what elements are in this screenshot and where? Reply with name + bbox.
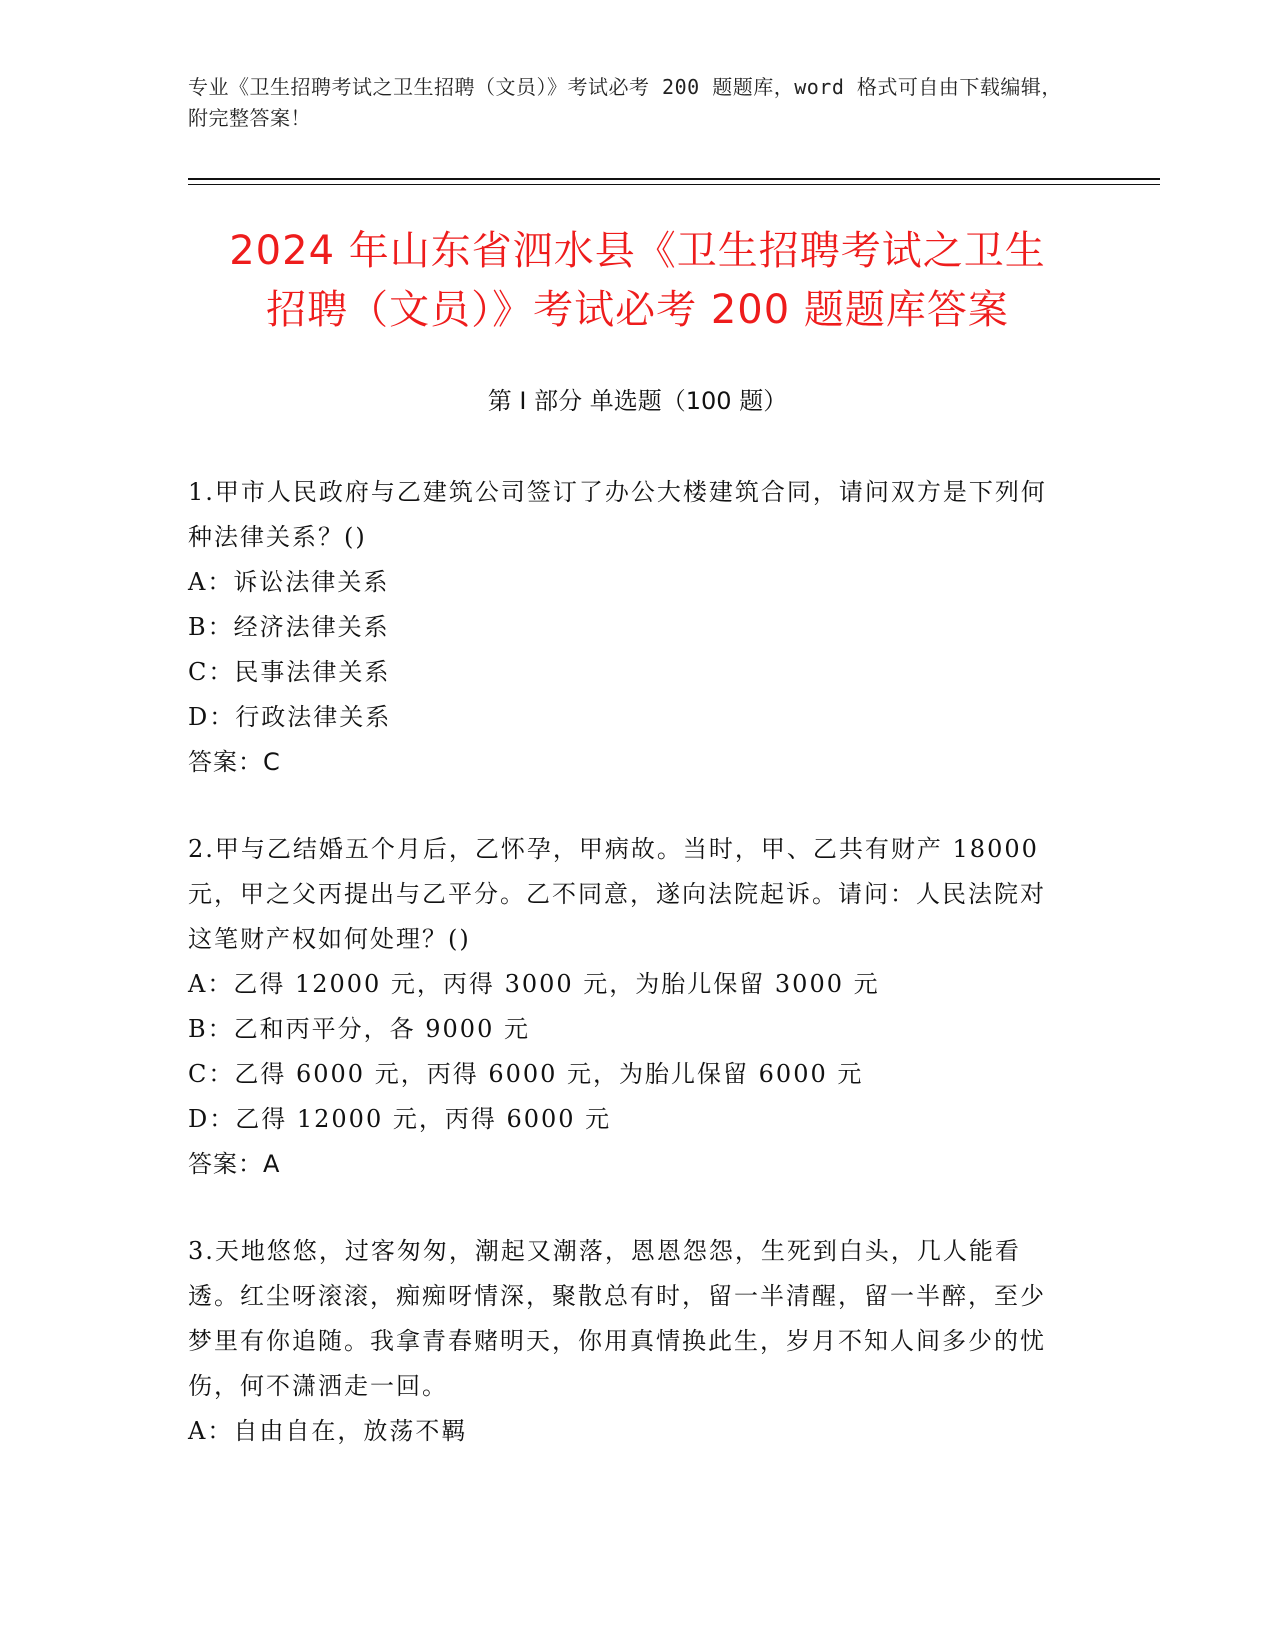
question-2 [188,827,1068,1187]
option-b: B：乙和丙平分，各 9000 元 [188,1015,530,1043]
question-stem: 3.天地悠悠，过客匆匆，潮起又潮落，恩恩怨怨，生死到白头，几人能看透。红尘呀滚滚，痴痴呀情深，聚散总有时，留一半清醒，留一半醉，至少梦里有你追随。我拿青春赌明天，你用真情换此生，岁月不知人间多少的忧伤，何不潇洒走一回。 [188,1237,1046,1400]
header-note: 专业《卫生招聘考试之卫生招聘（文员）》考试必考 200 题题库，word 格式可自由下载编辑，附完整答案！ [188,75,1062,130]
option-c: C：民事法律关系 [188,658,391,686]
section-heading: 第 I 部分 单选题（100 题） [487,387,788,415]
document-title-line-2: 招聘（文员）》考试必考 200 题题库答案 [266,287,1009,333]
header-divider-thick [188,178,1160,180]
option-a: A：乙得 12000 元，丙得 3000 元，为胎儿保留 3000 元 [188,970,880,998]
option-d: D：乙得 12000 元，丙得 6000 元 [188,1105,612,1133]
option-c: C：乙得 6000 元，丙得 6000 元，为胎儿保留 6000 元 [188,1060,864,1088]
question-3 [188,1229,1068,1454]
option-a: A：自由自在，放荡不羁 [188,1417,468,1445]
question-stem: 1.甲市人民政府与乙建筑公司签订了办公大楼建筑合同，请问双方是下列何种法律关系？() [188,478,1047,551]
question-1 [188,470,1068,785]
option-a: A：诉讼法律关系 [188,568,390,596]
answer-line: 答案：A [188,1150,281,1178]
question-stem: 2.甲与乙结婚五个月后，乙怀孕，甲病故。当时，甲、乙共有财产 18000 元，甲之父丙提出与乙平分。乙不同意，遂向法院起诉。请问：人民法院对这笔财产权如何处理？() [188,835,1046,953]
option-b: B：经济法律关系 [188,613,390,641]
answer-line: 答案：C [188,748,281,776]
question-list [188,470,1068,1496]
document-title-line-1: 2024 年山东省泗水县《卫生招聘考试之卫生 [229,228,1046,274]
document-title [160,222,1115,340]
header-divider-thin [188,184,1160,185]
option-d: D：行政法律关系 [188,703,392,731]
